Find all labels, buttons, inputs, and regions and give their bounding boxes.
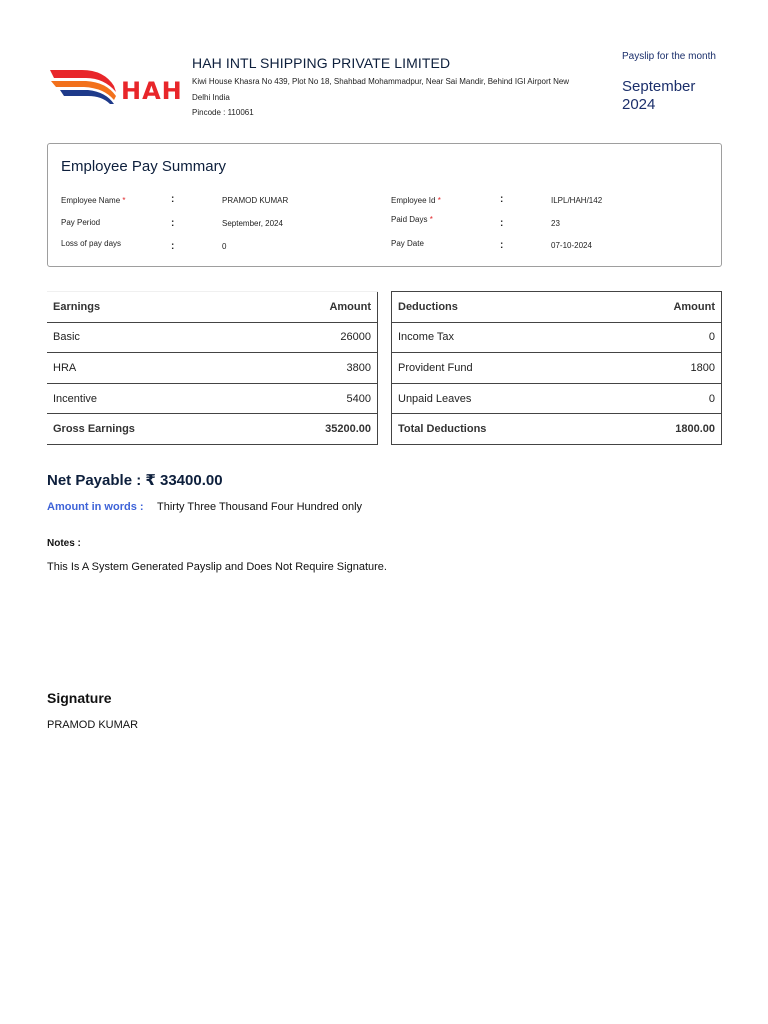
company-address: Kiwi House Khasra No 439, Plot No 18, Shahbad Mohammadpur, Near Sai Mandir, Behind IGI Airport New Delhi India xyxy=(192,77,570,102)
table-row xyxy=(392,322,722,353)
deductions-header: Deductions xyxy=(392,292,607,323)
earning-amount: 5400 xyxy=(251,383,378,414)
gross-earnings-label: Gross Earnings xyxy=(47,414,251,445)
pay-date-value: 07-10-2024 xyxy=(551,241,592,250)
summary-title: Employee Pay Summary xyxy=(61,158,227,175)
earning-label: Basic xyxy=(47,322,251,353)
employee-id-label: Employee Id * xyxy=(391,196,441,205)
colon: : xyxy=(500,240,504,251)
table-row xyxy=(47,353,378,384)
employee-name-label: Employee Name * xyxy=(61,196,126,205)
paid-days-value: 23 xyxy=(551,219,560,228)
total-row xyxy=(392,414,722,445)
notes-text: This Is A System Generated Payslip and Does Not Require Signature. xyxy=(47,561,387,573)
pay-period-label: Pay Period xyxy=(61,218,101,227)
amount-header: Amount xyxy=(606,292,721,323)
earnings-header: Earnings xyxy=(47,292,251,323)
company-name: HAH INTL SHIPPING PRIVATE LIMITED xyxy=(192,55,451,71)
deduction-amount: 1800 xyxy=(606,353,721,384)
payslip-for-label: Payslip for the month xyxy=(622,51,716,62)
logo-text: HAH xyxy=(121,77,183,105)
deduction-label: Unpaid Leaves xyxy=(392,383,607,414)
earning-amount: 3800 xyxy=(251,353,378,384)
total-row xyxy=(47,414,378,445)
required-mark: * xyxy=(437,196,441,205)
earning-label: HRA xyxy=(47,353,251,384)
pay-date-label: Pay Date xyxy=(391,239,424,248)
table-row xyxy=(392,383,722,414)
earning-label: Incentive xyxy=(47,383,251,414)
notes-label: Notes : xyxy=(47,538,81,549)
required-mark: * xyxy=(429,215,433,224)
total-deductions-label: Total Deductions xyxy=(392,414,607,445)
signature-name: PRAMOD KUMAR xyxy=(47,719,139,731)
colon: : xyxy=(500,194,504,205)
table-row xyxy=(47,383,378,414)
required-mark: * xyxy=(122,196,126,205)
loss-of-pay-value: 0 xyxy=(222,242,227,251)
table-header-row xyxy=(47,292,378,323)
colon: : xyxy=(171,241,175,252)
pay-period-value: September, 2024 xyxy=(222,219,283,228)
net-payable: Net Payable : ₹ 33400.00 xyxy=(47,472,223,489)
table-row xyxy=(392,353,722,384)
employee-pay-summary xyxy=(47,143,722,267)
deduction-label: Income Tax xyxy=(392,322,607,353)
employee-name-value: PRAMOD KUMAR xyxy=(222,196,289,205)
company-info xyxy=(192,54,592,120)
amount-in-words-value: Thirty Three Thousand Four Hundred only xyxy=(157,501,363,513)
signature-label: Signature xyxy=(47,690,112,706)
earning-amount: 26000 xyxy=(251,322,378,353)
deduction-amount: 0 xyxy=(606,383,721,414)
loss-of-pay-label: Loss of pay days xyxy=(61,239,122,248)
colon: : xyxy=(171,194,175,205)
gross-earnings-amount: 35200.00 xyxy=(251,414,378,445)
colon: : xyxy=(500,218,504,229)
amount-in-words-label: Amount in words : xyxy=(47,501,144,513)
payslip-month: September 2024 xyxy=(622,78,696,113)
employee-id-value: ILPL/HAH/142 xyxy=(551,196,603,205)
table-header-row xyxy=(392,292,722,323)
paid-days-label: Paid Days * xyxy=(391,215,433,224)
company-pincode: Pincode : 110061 xyxy=(192,108,254,117)
colon: : xyxy=(171,218,175,229)
deduction-amount: 0 xyxy=(606,322,721,353)
deductions-table xyxy=(391,291,722,445)
amount-header: Amount xyxy=(251,292,378,323)
earnings-table xyxy=(47,291,378,445)
table-row xyxy=(47,322,378,353)
total-deductions-amount: 1800.00 xyxy=(606,414,721,445)
deduction-label: Provident Fund xyxy=(392,353,607,384)
